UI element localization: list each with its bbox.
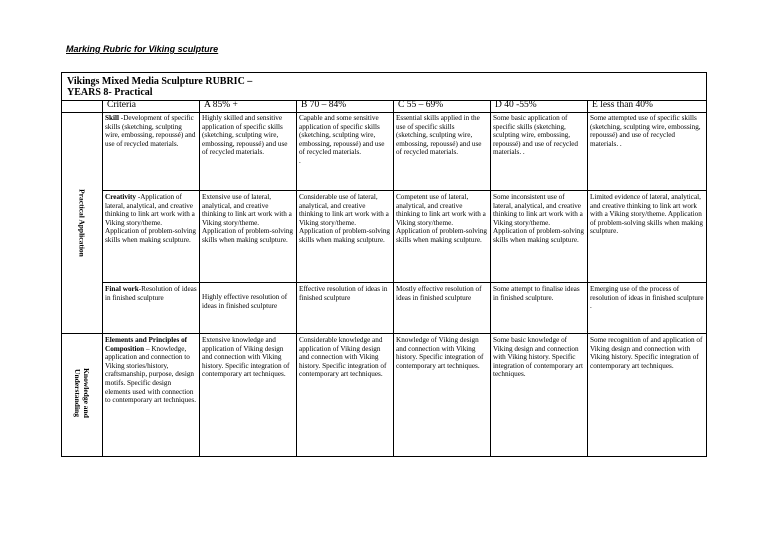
grade-e-cell (590, 285, 704, 332)
grade-b-cell: Considerable use of lateral, analytical, and creative thinking to link art work with a Viking story/theme. Application of problem-solving skills when making sculpture. (299, 193, 391, 244)
grid-line (62, 112, 706, 113)
column-header-c: C 55 – 69% (398, 100, 444, 110)
criteria-title: Creativity (105, 193, 137, 201)
grade-a-cell: Extensive use of lateral, analytical, and creative thinking to link art work with a Viking story/theme. Application of problem-solving skills when making sculpture. (202, 193, 294, 244)
cell-text: . (299, 156, 301, 165)
grade-d-cell: Some inconsistent use of lateral, analytical, and creative thinking to link art work with a Viking story/theme. Application of problem-solving skills when making sculpture. (493, 193, 585, 244)
grade-e-cell: Some attempted use of specific skills (sketching, sculpting wire, embossing, repoussé) and use of recycled materials. . (590, 114, 701, 148)
section-label-line: Understanding (73, 369, 82, 417)
criteria-title: Elements and Principles of Composition (105, 336, 188, 353)
grid-line (490, 100, 491, 456)
grid-line (393, 100, 394, 456)
criteria-title: Skill (105, 114, 119, 122)
grade-c-cell: Essential skills applied in the use of specific skills (sketching, sculpting wire, embossing, repoussé) and use of recycled materials. (396, 114, 482, 157)
grade-b-cell (299, 114, 391, 189)
criteria-cell-elements-principles (105, 336, 197, 454)
grade-a-cell: Extensive knowledge and application of Viking design and connection with Viking history. Specific integration of contemporary art techniques. (202, 336, 290, 379)
grade-d-cell: Some basic knowledge of Viking design and connection with Viking history. Specific integration of contemporary art techniques. (493, 336, 584, 379)
criteria-cell-final-work (105, 285, 197, 332)
grade-c-cell: Competent use of lateral, analytical, and creative thinking to link art work with a Viking story/theme. Application of problem-solving skills when making sculpture. (396, 193, 488, 244)
rubric-title (67, 76, 252, 98)
grid-line (296, 100, 297, 456)
cell-text: Emerging use of the process of resolution of ideas in finished sculpture (590, 285, 704, 302)
document-heading: Marking Rubric for Viking sculpture (66, 44, 219, 54)
rubric-table (61, 72, 707, 457)
criteria-text: -Development of specific skills (sketching, sculpting wire, embossing, repoussé) and use of recycled materials. (105, 114, 196, 148)
grid-line (587, 100, 588, 456)
cell-text: . (590, 302, 592, 311)
grade-b-cell: Effective resolution of ideas in finished sculpture (299, 285, 388, 302)
grade-a-cell: Highly skilled and sensitive application of specific skills (sketching, sculpting wire, embossing, repoussé) and use of recycled materials. (202, 114, 288, 157)
grid-line (62, 333, 706, 334)
grade-c-cell: Knowledge of Viking design and connection with Viking history. Specific integration of contemporary art techniques. (396, 336, 484, 370)
grade-c-cell: Mostly effective resolution of ideas in finished sculpture (396, 285, 482, 302)
grid-line (199, 100, 200, 456)
criteria-text: -Resolution of ideas in finished sculpture (105, 285, 197, 302)
column-header-b: B 70 – 84% (301, 100, 347, 110)
section-label-line: Knowledge and (82, 368, 91, 418)
criteria-cell-skill (105, 114, 197, 189)
grid-line (102, 100, 103, 456)
column-header-criteria: Criteria (107, 100, 137, 110)
criteria-title: Final work (105, 285, 139, 293)
grid-line (102, 282, 706, 283)
grade-a-cell: Highly effective resolution of ideas in finished sculpture (202, 293, 288, 310)
criteria-text: – Knowledge, application and connection to Viking stories/history, craftsmanship, purpose, design motifs. Specific design elements used with connection to contemporary art techniques. (105, 344, 197, 405)
grade-d-cell: Some basic application of specific skills (sketching, sculpting wire, embossing, repoussé) and use of recycled materials. . (493, 114, 579, 157)
rubric-title-line-2: YEARS 8- Practical (67, 87, 153, 98)
column-header-e: E less than 40% (592, 100, 653, 110)
column-header-a: A 85% + (204, 100, 238, 110)
grade-b-cell: Considerable knowledge and application of Viking design and connection with Viking history. Specific integration of contemporary art techniques. (299, 336, 387, 379)
cell-text: Capable and some sensitive application of specific skills (sketching, sculpting wire, embossing, repoussé) and use of recycled materials. (299, 114, 385, 157)
grade-d-cell: Some attempt to finalise ideas in finished sculpture. (493, 285, 580, 302)
grid-line (102, 190, 706, 191)
section-label-practical-application: Practical Application (77, 189, 87, 257)
criteria-text: -Application of lateral, analytical, and creative thinking to link art work with a Viking story/theme. Application of problem-solving skills when making sculpture. (105, 193, 197, 244)
section-label-knowledge-understanding (73, 368, 91, 418)
column-header-d: D 40 -55% (495, 100, 537, 110)
rubric-title-line-1: Vikings Mixed Media Sculpture RUBRIC – (67, 76, 253, 87)
grade-e-cell: Some recognition of and application of Viking design and connection with Viking history. Specific integration of contemporary art techniques. (590, 336, 703, 370)
criteria-cell-creativity (105, 193, 197, 281)
grade-e-cell: Limited evidence of lateral, analytical, and creative thinking to link art work with a Viking story/theme. Application of problem-solving skills when making sculpture. (590, 193, 703, 236)
